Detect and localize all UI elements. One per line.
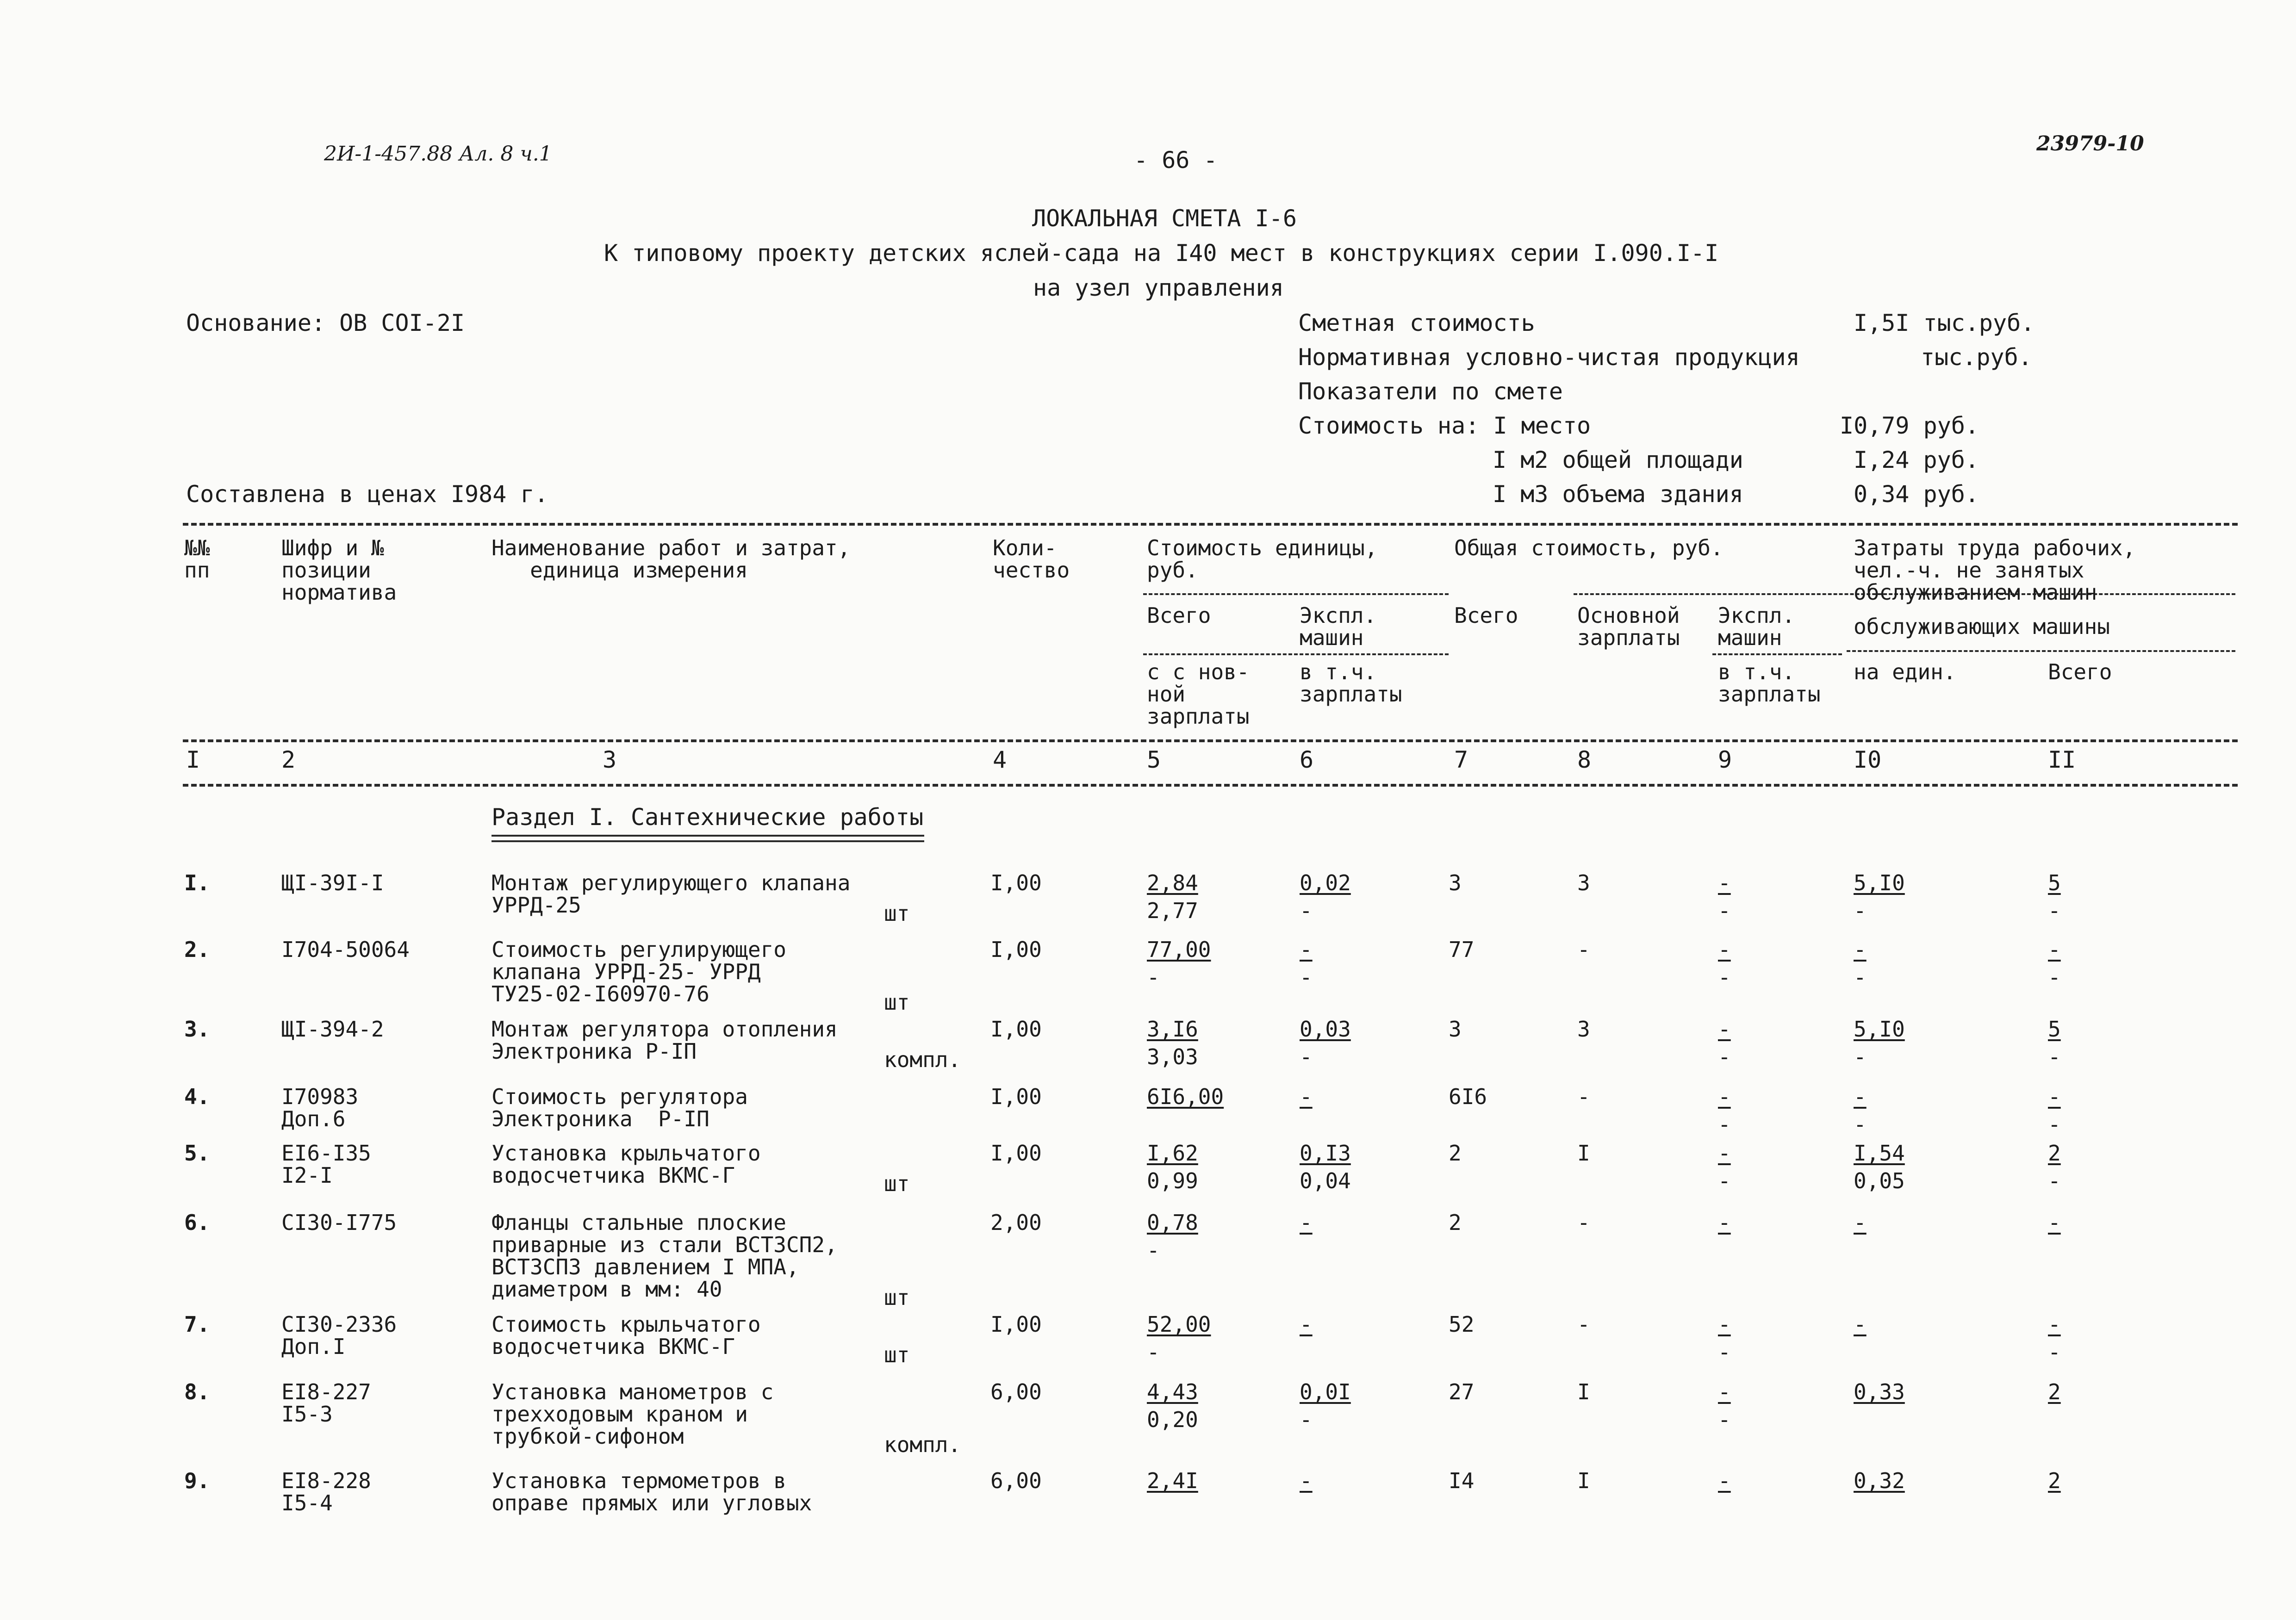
col-header-base-wage: Основной зарплаты [1577,603,1680,650]
cost-per-m2-label: I м2 общей площади [1493,447,1743,473]
col-header-labour-total: Всего [2048,659,2112,684]
row-unit-cost-total: 6I6,00 [1147,1084,1224,1109]
row-total-machine-wage: - [1718,1168,1731,1193]
row-unit-cost-wage: 3,03 [1147,1044,1198,1069]
row-unit-cost-machine-wage: - [1300,898,1313,923]
col-number-10: I0 [1854,746,1882,773]
row-labour-total: - [2048,1312,2061,1337]
row-labour-per-unit-machines: - [1854,1112,1867,1137]
unit-cost-split-rule [1143,653,1449,655]
row-base-wage: I [1577,1468,1590,1493]
basis-text: Основание: ОВ COI-2I [186,310,465,336]
price-level-text: Составлена в ценах I984 г. [186,481,548,508]
col-header-unit-machine-wage: в т.ч. зарплаты [1300,659,1402,707]
row-total-machines: - [1718,1379,1731,1404]
row-unit: шт [884,990,910,1015]
machine-split-rule [1712,653,1842,655]
row-total-cost: 3 [1449,870,1462,895]
row-code: ЕI8-228 I5-4 [281,1468,371,1515]
col-header-total-machine-wage: в т.ч. зарплаты [1718,659,1821,707]
row-unit-cost-machines: - [1300,1084,1313,1109]
col-number-9: 9 [1718,746,1732,773]
row-labour-per-unit: 0,33 [1854,1379,1905,1404]
row-unit-cost-machines: 0,I3 [1300,1141,1351,1166]
normative-product-label: Нормативная условно-чистая продукция [1298,344,1800,371]
row-labour-per-unit: 5,I0 [1854,870,1905,895]
row-unit-cost-machines: - [1300,1210,1313,1235]
header-top-rule [183,523,2238,526]
row-base-wage: I [1577,1141,1590,1166]
row-unit-cost-machines: - [1300,1312,1313,1337]
col-number-11: II [2048,746,2076,773]
col-header-qty: Коли- чество [993,535,1070,583]
col-number-5: 5 [1147,746,1161,773]
row-number: 7. [184,1312,210,1337]
col-header-unit-machines: Экспл. машин [1300,603,1377,650]
row-unit: шт [884,1285,910,1310]
col-header-total: Всего [1454,603,1518,628]
row-code: I704-50064 [281,937,410,962]
row-unit-cost-wage: 2,77 [1147,898,1198,923]
document-code: 2И-1-457.88 Ал. 8 ч.1 [324,142,552,166]
row-labour-per-unit-machines: - [1854,898,1867,923]
row-labour-total-machines: - [2048,1112,2061,1137]
row-code: ЩI-39I-I [281,870,384,895]
row-labour-total-machines: - [2048,1340,2061,1365]
row-labour-total: 5 [2048,870,2061,895]
row-name: Фланцы стальные плоские приварные из стали ВСТ3СП2, ВСТ3СП3 давлением I МПА, диаметром в мм: 40 [492,1210,838,1302]
row-unit-cost-machine-wage: 0,04 [1300,1168,1351,1193]
row-unit-cost-total: 52,00 [1147,1312,1211,1337]
row-base-wage: I [1577,1379,1590,1404]
row-labour-per-unit: - [1854,1312,1867,1337]
row-total-machine-wage: - [1718,1407,1731,1432]
row-total-cost: 3 [1449,1017,1462,1042]
estimate-object: на узел управления [1033,274,1284,301]
row-code: ЕI8-227 I5-3 [281,1379,371,1427]
row-total-machines: - [1718,1468,1731,1493]
row-unit-cost-machines: 0,0I [1300,1379,1351,1404]
row-unit-cost-wage: 0,99 [1147,1168,1198,1193]
row-number: 5. [184,1141,210,1166]
row-total-machines: - [1718,1084,1731,1109]
cost-per-m2-value: I,24 руб. [1854,447,1979,473]
col-number-7: 7 [1454,746,1468,773]
row-labour-total: - [2048,937,2061,962]
row-name: Установка крыльчатого водосчетчика ВКМС-Г [492,1141,761,1188]
row-base-wage: 3 [1577,870,1590,895]
col-header-total-machines: Экспл. машин [1718,603,1795,650]
row-total-cost: 2 [1449,1210,1462,1235]
row-labour-per-unit: - [1854,937,1867,962]
col-header-labour-per-unit: на един. [1854,659,1956,684]
row-total-cost: 6I6 [1449,1084,1487,1109]
estimate-title: ЛОКАЛЬНАЯ СМЕТА I-6 [1032,205,1297,232]
row-unit-cost-total: 4,43 [1147,1379,1198,1404]
row-base-wage: 3 [1577,1017,1590,1042]
row-total-machine-wage: - [1718,965,1731,990]
row-labour-total: 2 [2048,1468,2061,1493]
row-name: Стоимость крыльчатого водосчетчика ВКМС-Г [492,1312,761,1359]
row-qty: 6,00 [990,1468,1042,1493]
row-unit-cost-machine-wage: - [1300,965,1313,990]
row-unit-cost-machines: - [1300,937,1313,962]
row-unit: шт [884,901,910,926]
row-total-cost: 52 [1449,1312,1475,1337]
row-labour-per-unit: 5,I0 [1854,1017,1905,1042]
col-number-3: 3 [603,746,617,773]
row-labour-per-unit-machines: - [1854,1044,1867,1069]
col-header-labour: Затраты труда рабочих, чел.-ч. не занятых обслуживанием машин [1854,535,2136,605]
row-name: Стоимость регулирующего клапана УРРД-25- УРРД ТУ25-02-I60970-76 [492,937,786,1006]
row-unit: компл. [884,1432,961,1457]
row-base-wage: - [1577,1210,1590,1235]
header-bottom-rule [183,784,2238,787]
row-labour-total: 2 [2048,1379,2061,1404]
row-unit: шт [884,1171,910,1196]
row-number: 6. [184,1210,210,1235]
row-total-machines: - [1718,1312,1731,1337]
col-header-code: Шифр и № позиции норматива [281,535,397,605]
row-unit-cost-total: 77,00 [1147,937,1211,962]
row-unit-cost-total: 3,I6 [1147,1017,1198,1042]
row-labour-total-machines: - [2048,898,2061,923]
row-code: I70983 Доп.6 [281,1084,359,1131]
row-unit-cost-total: 2,84 [1147,870,1198,895]
row-unit-cost-machine-wage: - [1300,1044,1313,1069]
row-unit-cost-machines: 0,03 [1300,1017,1351,1042]
cost-per-place-value: I0,79 руб. [1840,412,1979,439]
labour-split-rule [1847,650,2235,652]
row-total-machine-wage: - [1718,898,1731,923]
row-number: 4. [184,1084,210,1109]
row-name: Монтаж регулятора отопления Электроника Р-IП [492,1017,838,1064]
row-base-wage: - [1577,1084,1590,1109]
row-labour-total-machines: - [2048,1044,2061,1069]
row-labour-per-unit: I,54 [1854,1141,1905,1166]
row-total-machines: - [1718,1017,1731,1042]
indicators-label: Показатели по смете [1298,378,1563,405]
row-unit-cost-wage: 0,20 [1147,1407,1198,1432]
unit-cost-subrule [1143,593,1449,595]
row-unit-cost-total: 0,78 [1147,1210,1198,1235]
row-total-machines: - [1718,937,1731,962]
cost-per-m3-label: I м3 объема здания [1493,481,1743,508]
row-unit-cost-machines: 0,02 [1300,870,1351,895]
row-total-machines: - [1718,1210,1731,1235]
row-name: Стоимость регулятора Электроника Р-IП [492,1084,748,1131]
row-unit-cost-total: 2,4I [1147,1468,1198,1493]
section-underline-1 [492,835,924,837]
row-unit-cost-wage: - [1147,965,1160,990]
row-total-cost: I4 [1449,1468,1475,1493]
row-code: CI30-2336 Доп.I [281,1312,397,1359]
col-number-8: 8 [1577,746,1592,773]
row-qty: I,00 [990,1084,1042,1109]
col-header-total-cost: Общая стоимость, руб. [1454,535,1724,560]
col-header-number: №№ пп [184,535,210,583]
cost-per-m3-value: 0,34 руб. [1854,481,1979,508]
row-qty: I,00 [990,1141,1042,1166]
row-labour-total: - [2048,1084,2061,1109]
row-code: CI30-I775 [281,1210,397,1235]
estimate-subtitle: К типовому проекту детских яслей-сада на I40 мест в конструкциях серии I.090.I-I [604,240,1719,267]
row-unit-cost-machines: - [1300,1468,1313,1493]
row-code: ЕI6-I35 I2-I [281,1141,371,1188]
row-number: 8. [184,1379,210,1404]
row-labour-per-unit-machines: 0,05 [1854,1168,1905,1193]
row-unit-cost-machine-wage: - [1300,1407,1313,1432]
col-number-1: I [186,746,200,773]
row-qty: I,00 [990,937,1042,962]
row-base-wage: - [1577,937,1590,962]
row-labour-total: 2 [2048,1141,2061,1166]
row-number: 9. [184,1468,210,1493]
row-unit-cost-wage: - [1147,1238,1160,1263]
col-header-name: Наименование работ и затрат, единица измерения [492,535,851,583]
row-qty: 2,00 [990,1210,1042,1235]
col-header-unit-wage: с с нов- ной зарплаты [1147,659,1250,729]
row-total-machine-wage: - [1718,1044,1731,1069]
estimate-cost-label: Сметная стоимость [1298,310,1535,336]
row-name: Установка термометров в оправе прямых или угловых [492,1468,812,1515]
estimate-cost-value: I,5I тыс.руб. [1854,310,2035,336]
row-qty: I,00 [990,1017,1042,1042]
row-number: I. [184,870,210,895]
row-total-machine-wage: - [1718,1112,1731,1137]
col-header-unit-total: Всего [1147,603,1211,628]
row-labour-total-machines: - [2048,965,2061,990]
col-header-unit-cost: Стоимость единицы, руб. [1147,535,1378,583]
row-labour-per-unit-machines: - [1854,965,1867,990]
row-total-cost: 77 [1449,937,1475,962]
row-labour-total: - [2048,1210,2061,1235]
row-labour-per-unit: 0,32 [1854,1468,1905,1493]
col-number-4: 4 [993,746,1007,773]
header-mid-rule [183,739,2238,742]
section-underline-2 [492,840,924,842]
row-total-machines: - [1718,1141,1731,1166]
row-labour-per-unit: - [1854,1210,1867,1235]
row-number: 3. [184,1017,210,1042]
section-title: Раздел I. Сантехнические работы [492,804,924,831]
row-labour-per-unit: - [1854,1084,1867,1109]
col-header-labour-machines: обслуживающих машины [1854,614,2110,639]
row-base-wage: - [1577,1312,1590,1337]
col-number-2: 2 [281,746,296,773]
cost-per-place-label: Стоимость на: I место [1298,412,1591,439]
row-unit-cost-wage: - [1147,1340,1160,1365]
row-qty: 6,00 [990,1379,1042,1404]
page-number: - 66 - [1134,147,1218,174]
normative-product-value: тыс.руб. [1921,344,2032,371]
row-code: ЩI-394-2 [281,1017,384,1042]
row-total-machine-wage: - [1718,1340,1731,1365]
row-labour-total: 5 [2048,1017,2061,1042]
row-labour-total-machines: - [2048,1168,2061,1193]
row-name: Установка манометров с трехходовым краном и трубкой-сифоном [492,1379,774,1449]
col-number-6: 6 [1300,746,1314,773]
archive-stamp: 23979-10 [2036,132,2144,155]
row-qty: I,00 [990,870,1042,895]
row-total-machines: - [1718,870,1731,895]
row-qty: I,00 [990,1312,1042,1337]
row-total-cost: 27 [1449,1379,1475,1404]
row-number: 2. [184,937,210,962]
row-total-cost: 2 [1449,1141,1462,1166]
row-unit: компл. [884,1047,961,1072]
row-name: Монтаж регулирующего клапана УРРД-25 [492,870,851,918]
row-unit-cost-total: I,62 [1147,1141,1198,1166]
row-unit: шт [884,1342,910,1367]
